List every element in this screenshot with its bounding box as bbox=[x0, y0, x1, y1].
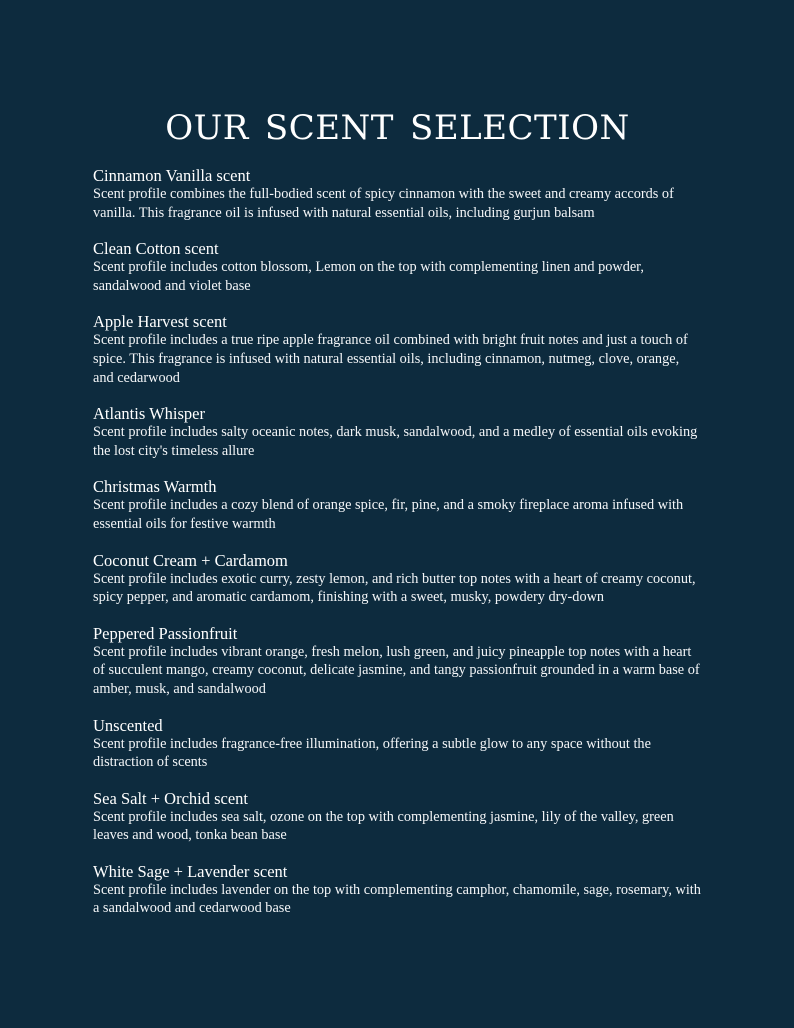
scent-item-clean-cotton bbox=[93, 239, 702, 295]
scent-item-white-sage-lavender bbox=[93, 862, 702, 918]
scent-description: Scent profile includes fragrance-free illumination, offering a subtle glow to any space without the distraction of scents bbox=[93, 735, 651, 771]
scent-description: Scent profile includes exotic curry, zesty lemon, and rich butter top notes with a heart of creamy coconut, spicy pepper, and aromatic cardamom, finishing with a sweet, musky, powdery dry-down bbox=[93, 570, 696, 606]
scent-item-christmas-warmth bbox=[93, 477, 702, 533]
scent-item-peppered-passionfruit bbox=[93, 624, 702, 699]
scent-name: Peppered Passionfruit bbox=[93, 623, 238, 643]
scent-list bbox=[93, 166, 702, 918]
scent-item-sea-salt-orchid bbox=[93, 789, 702, 845]
scent-name: Apple Harvest scent bbox=[93, 312, 227, 332]
scent-description: Scent profile includes vibrant orange, fresh melon, lush green, and juicy pineapple top notes with a heart of succulent mango, creamy coconut, delicate jasmine, and tangy passionfruit grounded in a warm base of amber, musk, and sandalwood bbox=[93, 643, 700, 697]
scent-description: Scent profile combines the full-bodied scent of spicy cinnamon with the sweet and creamy accords of vanilla. This fragrance oil is infused with natural essential oils, including gurjun balsam bbox=[93, 186, 674, 221]
scent-name: Unscented bbox=[93, 715, 163, 735]
scent-description: Scent profile includes lavender on the top with complementing camphor, chamomile, sage, rosemary, with a sandalwood and cedarwood base bbox=[93, 881, 701, 917]
scent-name: Cinnamon Vanilla scent bbox=[93, 166, 251, 185]
scent-item-atlantis-whisper bbox=[93, 404, 702, 460]
scent-name: White Sage + Lavender scent bbox=[93, 861, 288, 881]
scent-description: Scent profile includes salty oceanic notes, dark musk, sandalwood, and a medley of essential oils evoking the lost city's timeless allure bbox=[93, 424, 698, 459]
scent-description: Scent profile includes a true ripe apple fragrance oil combined with bright fruit notes and just a touch of spice. This fragrance is infused with natural essential oils, including cinnamon, nutmeg, clove, orange, and cedarwood bbox=[93, 332, 688, 386]
scent-item-cinnamon-vanilla bbox=[93, 166, 702, 222]
scent-item-coconut-cream-cardamom bbox=[93, 551, 702, 607]
scent-name: Clean Cotton scent bbox=[93, 239, 219, 259]
scent-name: Coconut Cream + Cardamom bbox=[93, 550, 288, 570]
scent-item-apple-harvest bbox=[93, 312, 702, 387]
scent-item-unscented bbox=[93, 716, 702, 772]
scent-name: Sea Salt + Orchid scent bbox=[93, 788, 249, 808]
page-title: our scent selection bbox=[165, 94, 630, 151]
scent-description: Scent profile includes sea salt, ozone on the top with complementing jasmine, lily of the valley, green leaves and wood, tonka bean base bbox=[93, 808, 674, 844]
scent-description: Scent profile includes a cozy blend of orange spice, fir, pine, and a smoky fireplace aroma infused with essential oils for festive warmth bbox=[93, 497, 684, 532]
scent-name: Atlantis Whisper bbox=[93, 404, 205, 424]
scent-description: Scent profile includes cotton blossom, Lemon on the top with complementing linen and powder, sandalwood and violet base bbox=[93, 259, 644, 294]
scent-name: Christmas Warmth bbox=[93, 477, 217, 497]
